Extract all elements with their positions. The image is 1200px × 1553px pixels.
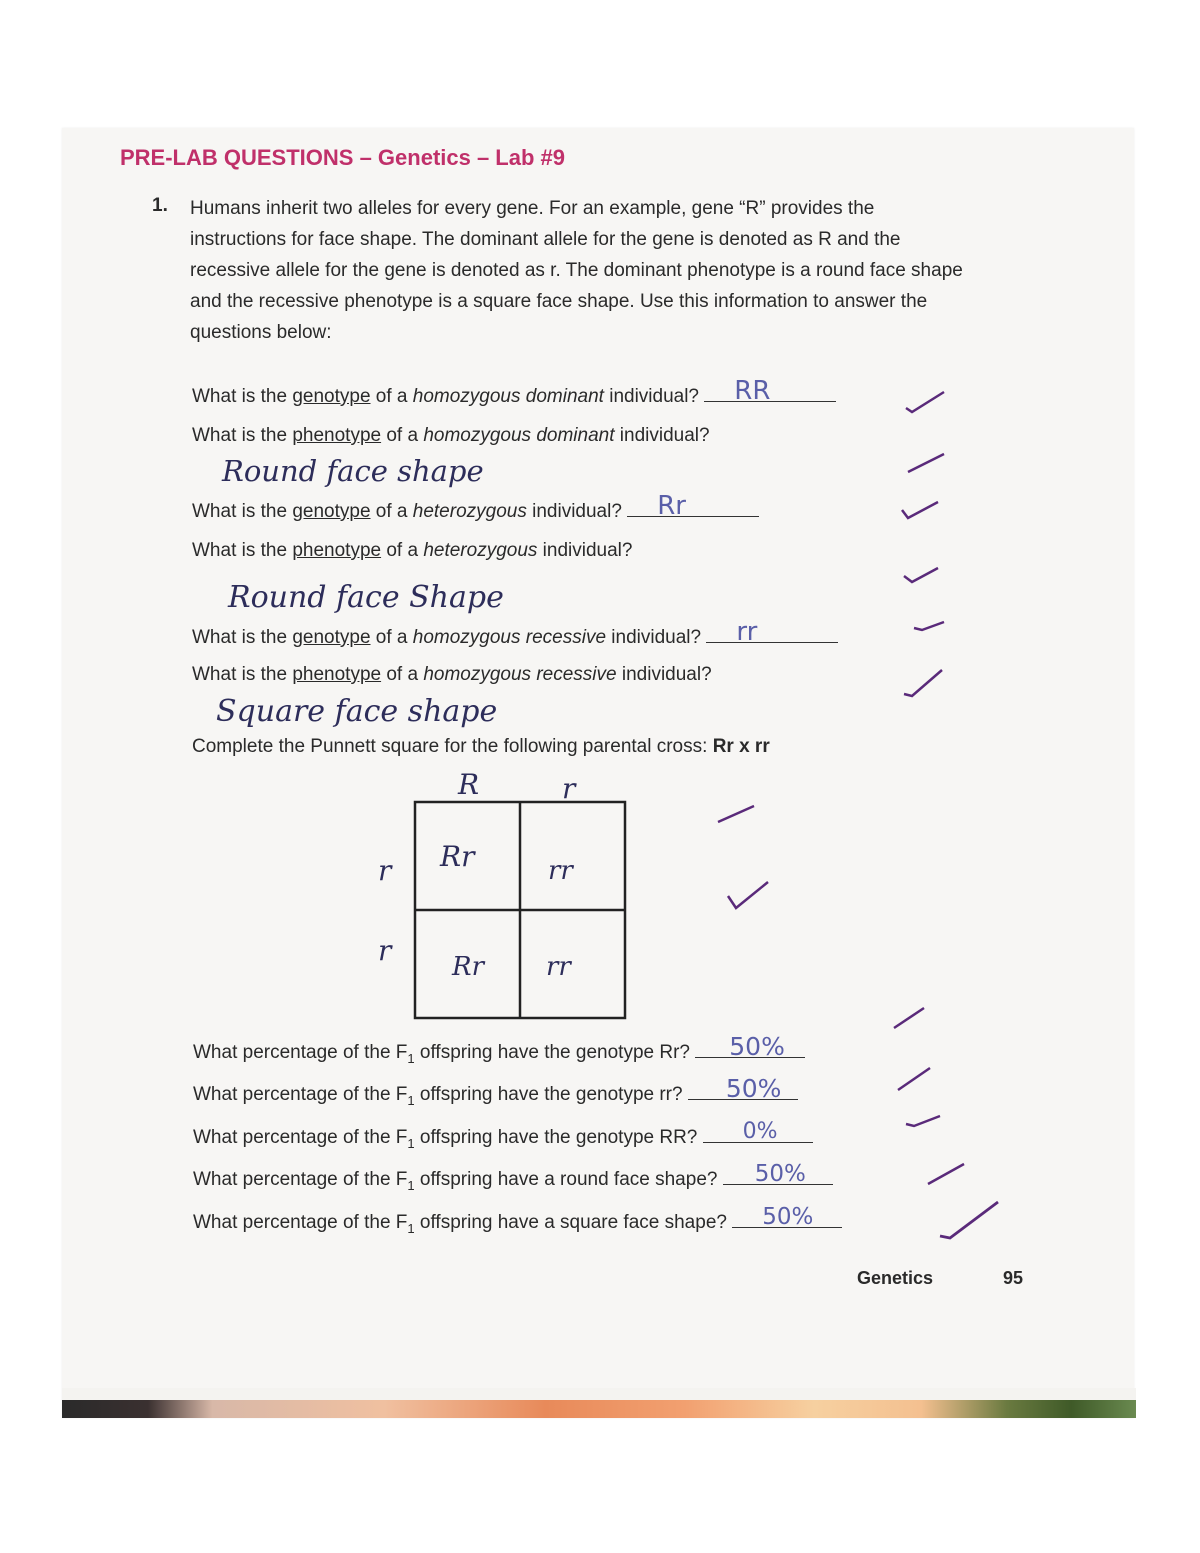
question-genotype-homozygous-dominant: What is the genotype of a homozygous dominant individual? RR xyxy=(192,381,836,409)
intro-line: and the recessive phenotype is a square face shape. Use this information to answer the xyxy=(190,291,928,312)
punnett-top-allele: R xyxy=(458,768,480,801)
page-title: PRE-LAB QUESTIONS – Genetics – Lab #9 xyxy=(120,145,566,170)
handwritten-answer: Square face shape xyxy=(216,694,498,729)
question-percent-rr-recessive: What percentage of the $F_1$ offspring have the genotype rr? 50% xyxy=(193,1079,798,1113)
question-genotype-heterozygous: What is the genotype of a heterozygous individual? Rr xyxy=(192,496,759,524)
punnett-side-allele: r xyxy=(378,934,392,967)
check-mark-icon xyxy=(900,668,944,698)
check-mark-icon xyxy=(904,388,948,418)
intro-line: instructions for face shape. The dominant allele for the gene is denoted as R and the xyxy=(190,229,901,250)
question-number: 1. xyxy=(152,195,168,216)
punnett-side-allele: r xyxy=(378,854,392,887)
intro-line: Humans inherit two alleles for every gene. For an example, gene “R” provides the xyxy=(190,198,875,219)
answer-field[interactable]: 50% xyxy=(723,1164,833,1185)
intro-line: recessive allele for the gene is denoted as r. The dominant phenotype is a round face shape xyxy=(190,260,963,281)
check-mark-icon xyxy=(894,1064,938,1094)
punnett-cell[interactable]: Rr xyxy=(440,840,475,873)
check-mark-icon xyxy=(714,798,758,828)
punnett-cell[interactable]: rr xyxy=(546,952,571,982)
punnett-cell[interactable]: rr xyxy=(548,856,573,886)
check-mark-icon xyxy=(912,610,956,640)
answer-field[interactable]: rr xyxy=(706,622,838,643)
question-percent-square-face: What percentage of the $F_1$ offspring have a square face shape? 50% xyxy=(193,1207,842,1241)
question-intro xyxy=(190,193,1020,348)
check-mark-icon xyxy=(726,880,770,910)
check-mark-icon xyxy=(900,494,944,524)
check-mark-icon xyxy=(936,1198,1002,1242)
question-phenotype-homozygous-dominant: What is the phenotype of a homozygous dominant individual? xyxy=(192,425,710,446)
punnett-prompt: Complete the Punnett square for the following parental cross: Rr x rr xyxy=(192,736,770,757)
intro-line: questions below: xyxy=(190,322,332,343)
check-mark-icon xyxy=(902,560,946,590)
page-number: 95 xyxy=(1003,1268,1024,1288)
check-mark-icon xyxy=(904,448,948,478)
check-mark-icon xyxy=(890,1004,934,1034)
punnett-square-grid xyxy=(410,798,630,1024)
answer-field[interactable]: RR xyxy=(704,381,836,402)
handwritten-answer: Round face Shape xyxy=(228,580,504,615)
page-edge-shadow xyxy=(62,1388,1136,1418)
question-percent-rr-hetero: What percentage of the $F_1$ offspring have the genotype Rr? 50% xyxy=(193,1037,805,1071)
check-mark-icon xyxy=(924,1160,968,1190)
question-percent-round-face: What percentage of the $F_1$ offspring have a round face shape? 50% xyxy=(193,1164,833,1198)
answer-field[interactable]: 50% xyxy=(732,1207,842,1228)
handwritten-answer: Round face shape xyxy=(222,454,484,488)
footer-section: Genetics xyxy=(857,1268,934,1288)
answer-field[interactable]: Rr xyxy=(627,496,759,517)
answer-field[interactable]: 50% xyxy=(688,1079,798,1100)
punnett-top-allele: r xyxy=(562,772,576,805)
question-phenotype-heterozygous: What is the phenotype of a heterozygous individual? xyxy=(192,540,633,561)
punnett-cell[interactable]: Rr xyxy=(452,952,485,982)
question-genotype-homozygous-recessive: What is the genotype of a homozygous recessive individual? rr xyxy=(192,622,838,650)
check-mark-icon xyxy=(902,1106,946,1136)
answer-field[interactable]: 50% xyxy=(695,1037,805,1058)
answer-field[interactable]: 0% xyxy=(703,1122,813,1143)
question-percent-rr-dominant: What percentage of the $F_1$ offspring have the genotype RR? 0% xyxy=(193,1122,813,1156)
question-phenotype-homozygous-recessive: What is the phenotype of a homozygous recessive individual? xyxy=(192,664,712,685)
